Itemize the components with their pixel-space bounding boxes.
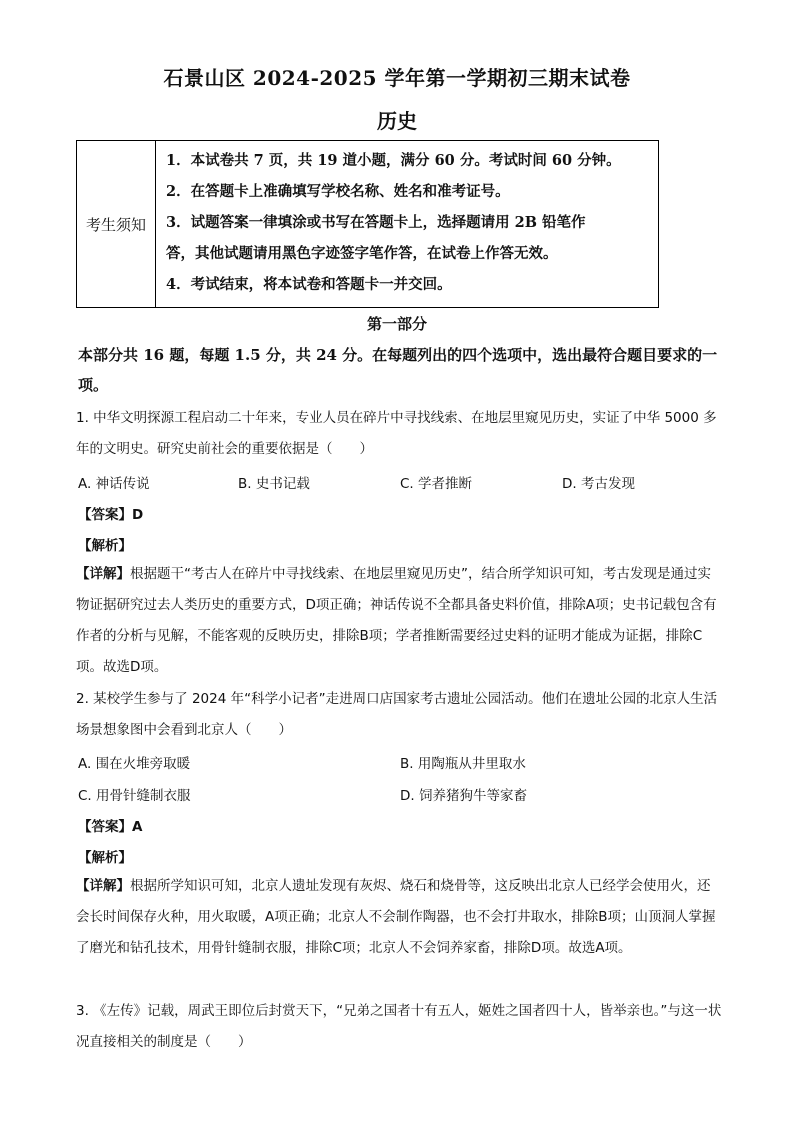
answer-value: D	[132, 507, 144, 523]
notice-body	[156, 141, 659, 308]
answer-label: 【答案】	[78, 819, 132, 835]
answer-value: A	[132, 819, 143, 835]
part-intro: 本部分共 16 题，每题 1.5 分，共 24 分。在每题列出的四个选项中，选出最符合题目要求的一项。	[78, 346, 718, 394]
detail-text: 根据所学知识可知，北京人遗址发现有灰烬、烧石和烧骨等，这反映出北京人已经学会使用火，还会长时间保存火种，用火取暖，A项正确；北京人不会制作陶器，也不会打井取水，排除B项；山顶洞人掌握了磨光和钻孔技术，用骨针缝制衣服，排除C项；北京人不会饲养家畜，排除D项。故选A项。	[76, 878, 716, 956]
question-2-option-c: C. 用骨针缝制衣服	[78, 788, 191, 804]
question-1-analysis-label: 【解析】	[78, 538, 132, 554]
part-title: 第一部分	[366, 315, 427, 333]
question-2-answer	[78, 815, 142, 835]
notice-table	[76, 140, 659, 308]
detail-label: 【详解】	[76, 878, 130, 894]
question-3-stem: 3. 《左传》记载，周武王即位后封赏天下，“兄弟之国者十有五人，姬姓之国者四十人，皆举亲也。”与这一状况直接相关的制度是（ ）	[76, 1003, 722, 1050]
question-2-stem: 2. 某校学生参与了 2024 年“科学小记者”走进周口店国家考古遗址公园活动。他们在遗址公园的北京人生活场景想象图中会看到北京人（ ）	[76, 691, 718, 738]
question-1-option-a: A. 神话传说	[78, 476, 150, 492]
notice-line-4: 答，其他试题请用黑色字迹签字笔作答，在试卷上作答无效。	[166, 245, 558, 262]
question-2-detail	[76, 871, 722, 964]
notice-line-2: 2．在答题卡上准确填写学校名称、姓名和准考证号。	[166, 183, 510, 200]
question-1-option-c: C. 学者推断	[400, 476, 473, 492]
detail-label: 【详解】	[76, 566, 130, 582]
question-2-option-a: A. 围在火堆旁取暖	[78, 756, 191, 772]
exam-subject: 历史	[377, 109, 417, 133]
notice-line-5: 4．考试结束，将本试卷和答题卡一并交回。	[166, 276, 452, 293]
question-1-detail	[76, 559, 722, 683]
question-1-stem: 1. 中华文明探源工程启动二十年来，专业人员在碎片中寻找线索、在地层里窥见历史，实证了中华 5000 多年的文明史。研究史前社会的重要依据是（ ）	[76, 410, 717, 457]
question-2-option-b: B. 用陶瓶从井里取水	[400, 756, 526, 772]
question-2-option-d: D. 饲养猪狗牛等家畜	[400, 788, 527, 804]
question-1-option-b: B. 史书记载	[238, 476, 310, 492]
question-1-option-d: D. 考古发现	[562, 476, 635, 492]
notice-label: 考生须知	[77, 141, 156, 308]
notice-line-1: 1．本试卷共 7 页，共 19 道小题，满分 60 分。考试时间 60 分钟。	[166, 152, 621, 169]
notice-line-3: 3．试题答案一律填涂或书写在答题卡上，选择题请用 2B 铅笔作	[166, 214, 586, 231]
detail-text: 根据题干“考古人在碎片中寻找线索、在地层里窥见历史”，结合所学知识可知，考古发现是通过实物证据研究过去人类历史的重要方式，D项正确；神话传说不全都具备史料价值，排除A项；史书记载包含有作者的分析与见解，不能客观的反映历史，排除B项；学者推断需要经过史料的证明才能成为证据，排除C项。故选D项。	[76, 566, 717, 675]
exam-title: 石景山区 2024-2025 学年第一学期初三期末试卷	[163, 66, 631, 90]
answer-label: 【答案】	[78, 507, 132, 523]
question-1-answer	[78, 503, 143, 523]
question-2-analysis-label: 【解析】	[78, 850, 132, 866]
